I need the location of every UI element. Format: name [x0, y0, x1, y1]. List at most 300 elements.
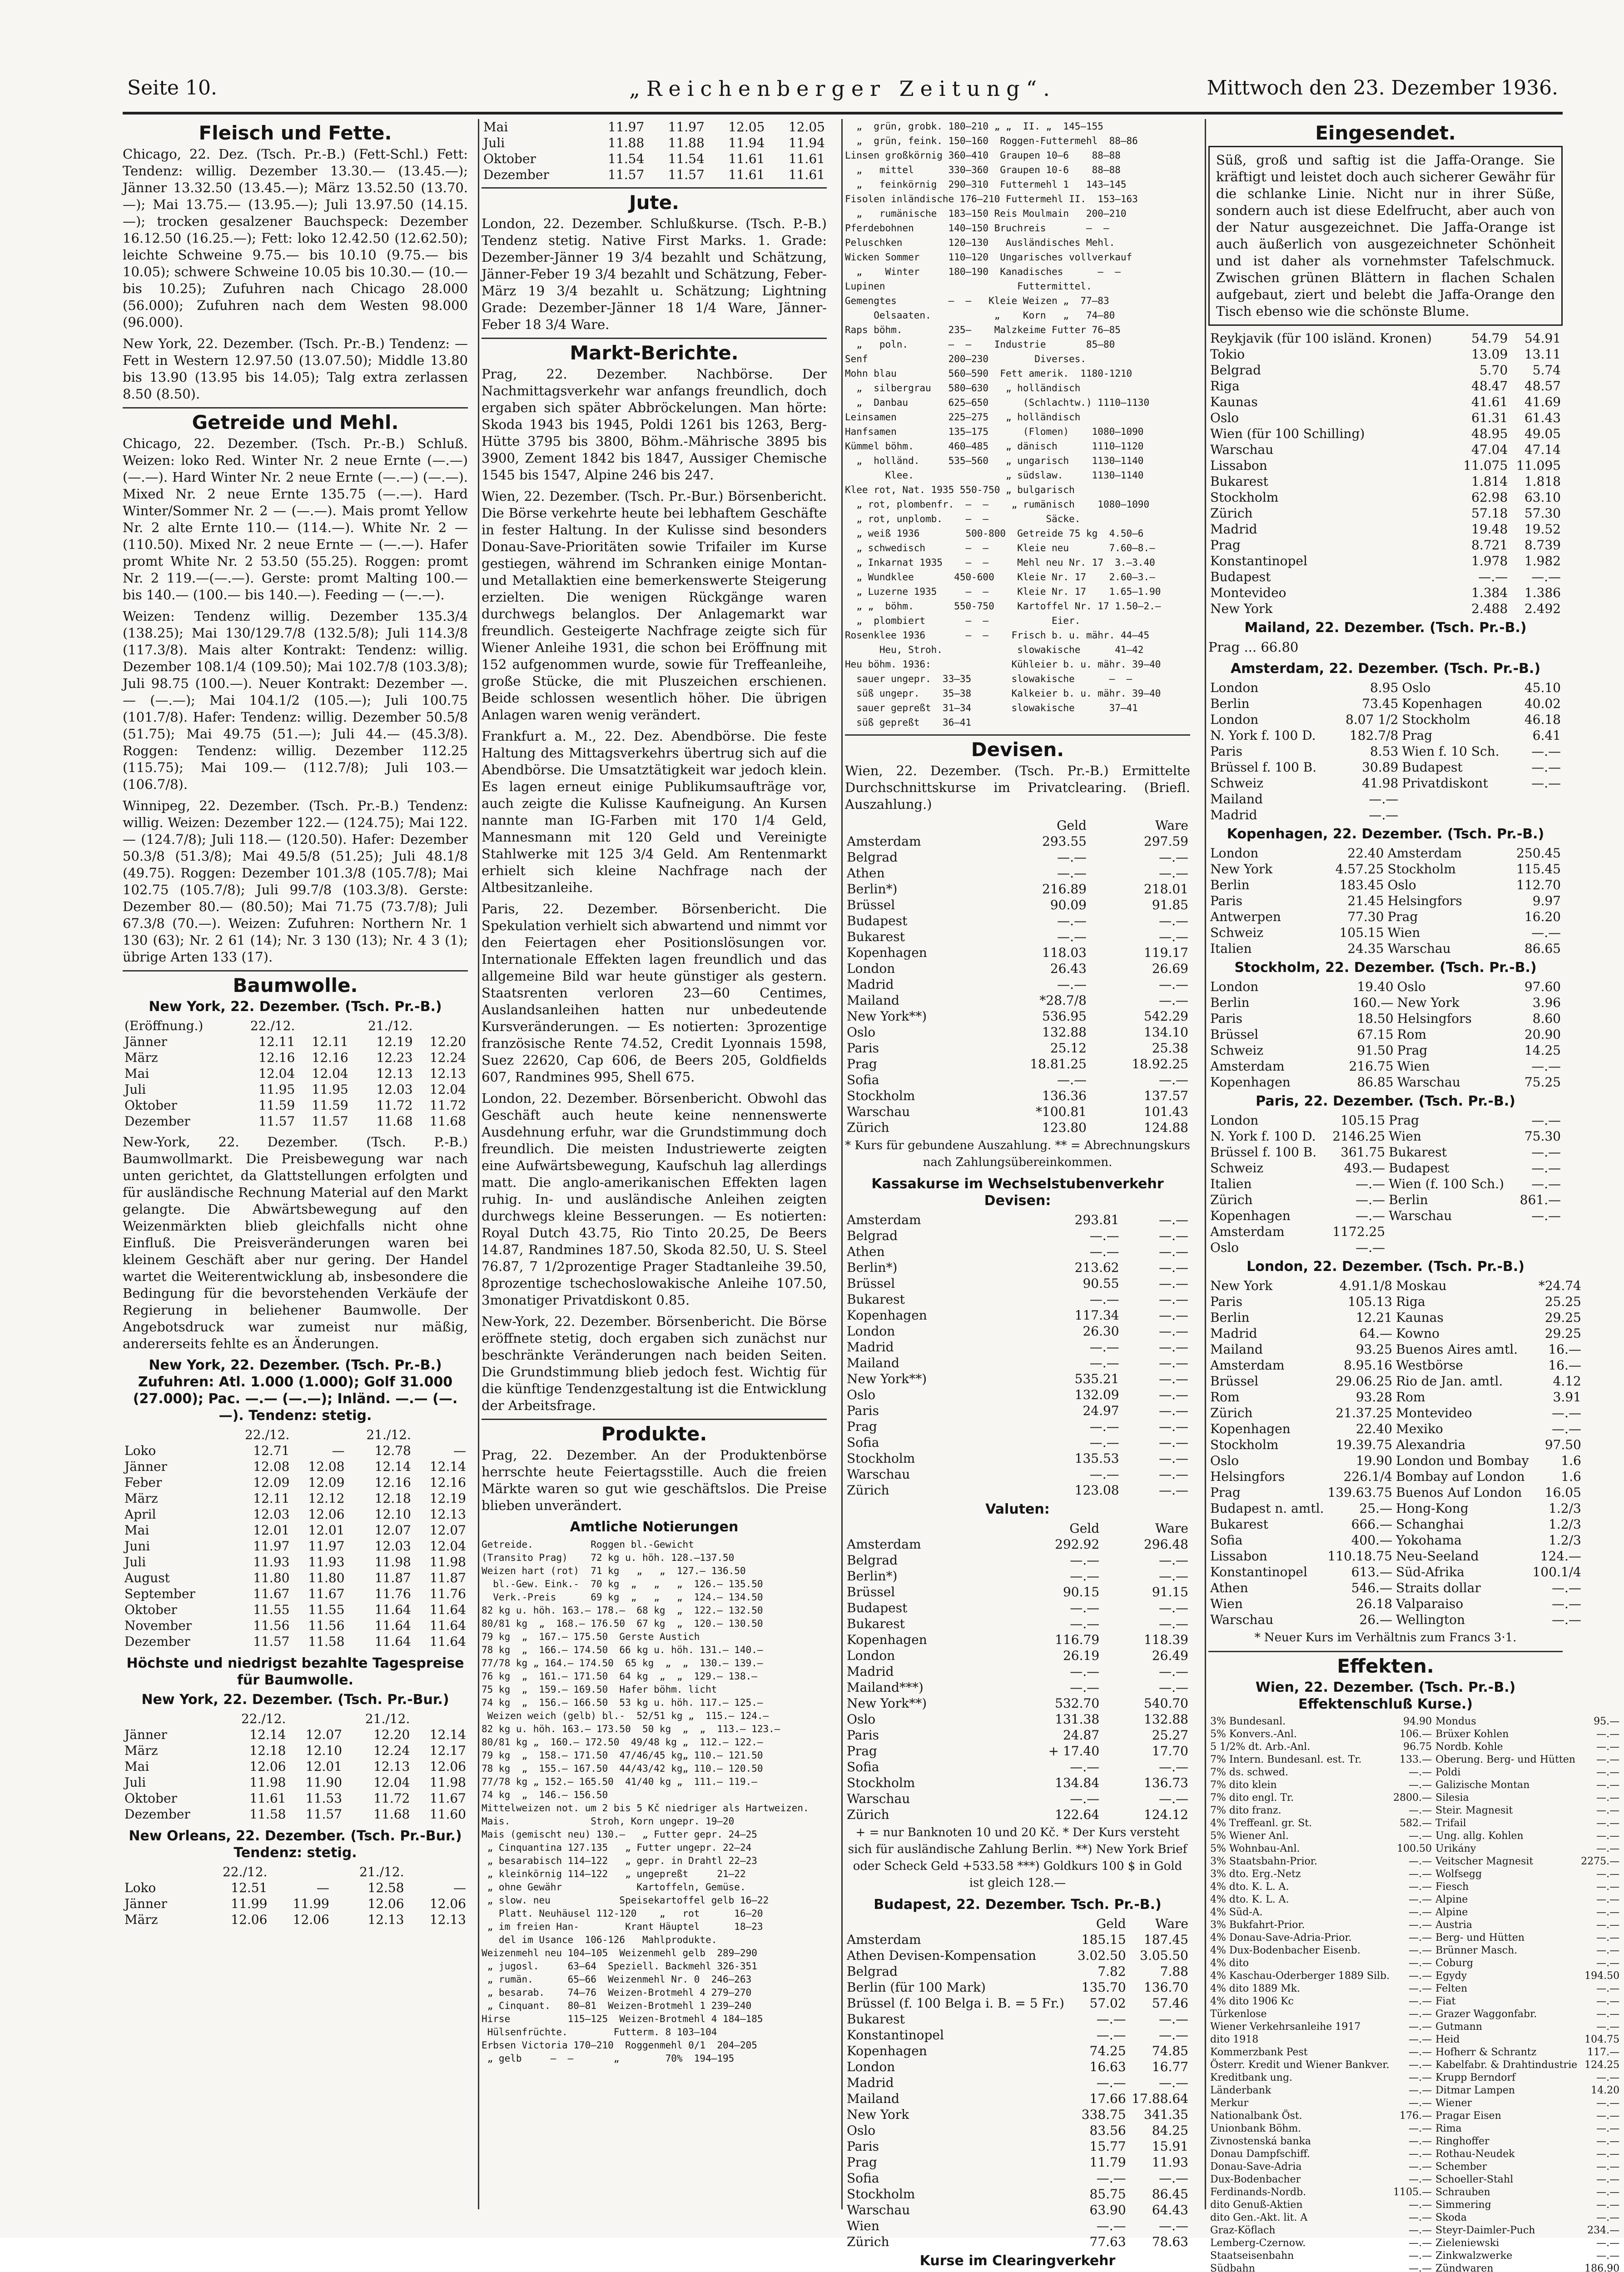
table-cell: Jänner: [124, 1896, 167, 1911]
table-cell: 118.03: [1042, 945, 1087, 960]
table-row: [845, 1616, 1190, 1632]
table-row: [845, 1024, 1190, 1040]
table-cell: —.—: [1596, 2148, 1620, 2160]
table-row: [845, 2234, 1190, 2250]
table-cell: —.—: [1596, 2250, 1620, 2262]
table-cell: 3% dto. Erg.-Netz: [1210, 1868, 1301, 1880]
table-cell: Italien: [1210, 941, 1252, 956]
table-cell: —.—: [1596, 2212, 1620, 2223]
table-cell: Sofia: [847, 1759, 879, 1774]
table-cell: —.—: [1478, 569, 1508, 584]
table-cell: —.—: [1070, 1616, 1100, 1631]
table-cell: 1.384: [1471, 585, 1508, 600]
table-row: [123, 1034, 468, 1050]
table-cell: Grazer Waggonfabr.: [1435, 2008, 1537, 2020]
table-row: [482, 151, 827, 167]
table-row: [1208, 1766, 1621, 1779]
table-cell: —.—: [1409, 1894, 1432, 1905]
table-cell: Prag: [1210, 538, 1241, 553]
table-cell: —.—: [1369, 807, 1399, 822]
table-cell: Brüssel: [1210, 1374, 1259, 1389]
table-row: [1208, 1500, 1583, 1516]
table-cell: —.—: [1057, 850, 1087, 865]
table-cell: Zürich: [1210, 506, 1253, 521]
table-cell: 20.90: [1524, 1027, 1561, 1042]
table-cell: Mailand: [847, 1355, 899, 1370]
table-cell: Mai: [124, 1523, 149, 1538]
table-cell: 25.12: [1050, 1041, 1087, 1056]
table-cell: 19.90: [1356, 1453, 1392, 1468]
table-row: [845, 1056, 1190, 1072]
table-cell: Madrid: [847, 977, 894, 992]
table-row: [1208, 1357, 1583, 1373]
table-cell: Mai: [124, 1066, 149, 1081]
table-cell: 8.721: [1471, 538, 1508, 553]
table-cell: N. York f. 100 D.: [1210, 728, 1316, 743]
table-cell: 12.07: [305, 1727, 343, 1742]
table-cell: 14.25: [1524, 1043, 1561, 1058]
table-row: [1208, 1548, 1583, 1564]
table-cell: Urikány: [1435, 1843, 1476, 1854]
table-cell: 24.97: [1083, 1403, 1119, 1418]
table-row: [1208, 1855, 1621, 1868]
table-row: [1208, 1792, 1621, 1804]
table-cell: —.—: [1409, 2199, 1432, 2211]
table-cell: Paris: [847, 1403, 879, 1418]
table-cell: —.—: [1596, 2187, 1620, 2198]
table-cell: 11.57: [305, 1807, 343, 1822]
table-cell: —.—: [1096, 2012, 1126, 2027]
table-row: [1208, 489, 1563, 505]
table-cell: —.—: [1159, 1324, 1188, 1339]
table-cell: —.—: [1057, 977, 1087, 992]
table-cell: 136.70: [1144, 1980, 1188, 1995]
table-cell: 112.70: [1516, 877, 1561, 892]
table-cell: Konstantinopel: [1210, 1564, 1307, 1579]
table-cell: —.—: [1596, 1881, 1620, 1893]
table-row: [123, 1634, 468, 1649]
table-cell: Budapest: [847, 1600, 908, 1615]
table-cell: 11.98: [429, 1555, 466, 1569]
table-cell: 117.34: [1074, 1308, 1119, 1323]
section-title-produkte: Produkte.: [601, 1423, 707, 1445]
column-1: [123, 119, 468, 2214]
table-cell: Sofia: [847, 1435, 879, 1450]
table-cell: Österr. Kredit und Wiener Bankver.: [1210, 2059, 1390, 2071]
table-cell: 41.98: [1362, 776, 1399, 791]
table-row: [1208, 2021, 1621, 2033]
table-cell: 105.15: [1339, 925, 1384, 940]
table-cell: Reykjavik (für 100 isländ. Kronen): [1210, 331, 1432, 346]
table-cell: 4.57.25: [1335, 862, 1384, 877]
table-heading: Wien, 22. Dezember. (Tsch. Pr.-B.) Effektenschluß Kurse.): [1255, 1679, 1516, 1712]
table-heading: New Orleans, 22. Dezember. (Tsch. Pr.-Bur.) Tendenz: stetig.: [129, 1828, 462, 1861]
devisen-table-budapest: [845, 1916, 1190, 2250]
table-cell: 1.6: [1561, 1453, 1581, 1468]
table-cell: —.—: [1596, 2199, 1620, 2211]
table-header-cell: [123, 1711, 220, 1727]
table-cell: Oslo: [1402, 680, 1431, 695]
table-cell: 186.90: [1584, 2263, 1620, 2272]
table-cell: 250.45: [1516, 846, 1561, 861]
table-cell: Schember: [1435, 2161, 1487, 2172]
table-cell: 11.59: [258, 1098, 295, 1113]
table-cell: 4% dto. K. L. A.: [1210, 1881, 1289, 1893]
table-cell: Wolfsegg: [1435, 1868, 1482, 1880]
table-cell: Jänner: [124, 1034, 167, 1049]
section-title-fleisch: Fleisch und Fette.: [199, 122, 392, 144]
table-cell: 11.94: [728, 135, 765, 150]
table-cell: 77.63: [1089, 2234, 1126, 2249]
table-cell: 7% Intern. Bundesanl. est. Tr.: [1210, 1754, 1362, 1765]
table-cell: Antwerpen: [1210, 909, 1281, 924]
table-cell: 4.12: [1553, 1374, 1581, 1389]
table-cell: Zinkwalzwerke: [1435, 2250, 1513, 2262]
table-row: [1208, 1906, 1621, 1919]
table-cell: 11.61: [249, 1791, 286, 1806]
table-cell: London: [1210, 680, 1259, 695]
table-row: [1208, 1804, 1621, 1817]
table-cell: Zürich: [847, 1120, 889, 1135]
table-cell: 132.88: [1042, 1025, 1087, 1040]
table-cell: New York: [1210, 862, 1273, 877]
table-cell: Jänner: [124, 1459, 167, 1474]
table-cell: 11.61: [788, 167, 825, 182]
table-cell: 29.25: [1545, 1326, 1581, 1341]
table-cell: —.—: [1409, 2123, 1432, 2134]
section-divider: [845, 734, 1190, 736]
table-row: [1208, 394, 1563, 410]
table-cell: —.—: [1551, 1596, 1581, 1611]
table-cell: Mailand: [1210, 1342, 1263, 1357]
table-cell: Brüssel: [1210, 1027, 1259, 1042]
table-cell: März: [124, 1491, 158, 1506]
table-row: [123, 1727, 468, 1743]
table-cell: 11.68: [373, 1807, 410, 1822]
table-cell: —.—: [1409, 2212, 1432, 2223]
table-cell: —.—: [1551, 1405, 1581, 1420]
table-cell: Tokio: [1210, 347, 1245, 362]
table-cell: 11.57: [253, 1634, 290, 1649]
table-row: [1208, 553, 1563, 569]
table-row: [1208, 680, 1563, 696]
table-cell: 341.35: [1144, 2107, 1188, 2122]
table-cell: *28.7/8: [1039, 993, 1087, 1008]
table-cell: Poldi: [1435, 1767, 1461, 1778]
table-cell: 19.40: [1357, 979, 1394, 994]
cotton-table-continued: [482, 119, 827, 183]
table-cell: März: [124, 1743, 158, 1758]
table-row: [1208, 1957, 1621, 1970]
table-cell: 12.03: [253, 1507, 290, 1522]
table-cell: Stockholm: [847, 2187, 915, 2202]
table-cell: —.—: [1409, 2098, 1432, 2109]
table-cell: 11.53: [305, 1791, 343, 1806]
table-cell: 48.47: [1471, 379, 1508, 394]
table-cell: 11.88: [608, 135, 645, 150]
table-cell: 4% Kaschau-Oderberger 1889 Silb.: [1210, 1970, 1390, 1982]
table-cell: 216.75: [1349, 1059, 1394, 1074]
table-cell: 116.79: [1055, 1632, 1100, 1647]
table-row: [1208, 1754, 1621, 1766]
table-cell: 131.38: [1055, 1712, 1100, 1727]
table-cell: Paris: [847, 1041, 879, 1056]
table-row: [1208, 877, 1563, 893]
table-cell: 12.14: [429, 1727, 466, 1742]
table-cell: Prag: [1397, 1043, 1428, 1058]
table-cell: 11.64: [374, 1634, 411, 1649]
table-row: [845, 833, 1190, 849]
table-row: [1208, 1932, 1621, 1944]
table-cell: 11.99: [293, 1896, 329, 1911]
table-cell: Belgrad: [847, 1964, 898, 1979]
table-cell: Wien: [847, 2218, 879, 2233]
table-cell: —.—: [1409, 2136, 1432, 2147]
table-cell: 1.2/3: [1549, 1517, 1581, 1532]
table-row: [1208, 1580, 1583, 1596]
table-cell: Oberung. Berg- und Hütten: [1435, 1754, 1575, 1765]
table-cell: 582.—: [1400, 1818, 1432, 1829]
table-body: [845, 1536, 1190, 1823]
table-row: [845, 1979, 1190, 1995]
table-cell: London: [1210, 979, 1259, 994]
table-header-cell: [288, 1711, 344, 1727]
table-cell: —.—: [1159, 1435, 1188, 1450]
table-cell: Helsingfors: [1387, 893, 1462, 908]
table-cell: 84.25: [1152, 2123, 1188, 2138]
table-cell: 91.85: [1152, 897, 1188, 912]
table-cell: —.—: [1531, 925, 1561, 940]
table-cell: 22.40: [1347, 846, 1384, 861]
table-cell: 25.38: [1152, 1041, 1188, 1056]
table-cell: —.—: [1089, 1355, 1119, 1370]
table-cell: 19.48: [1471, 522, 1508, 537]
table-cell: 16.05: [1545, 1485, 1581, 1500]
table-cell: Privatdiskont: [1402, 776, 1488, 791]
table-cell: Amsterdam: [847, 1212, 921, 1227]
table-cell: London: [1210, 712, 1259, 727]
table-row: [123, 1896, 468, 1912]
table-cell: —.—: [1409, 1945, 1432, 1956]
table-cell: Lissabon: [1210, 1549, 1267, 1564]
table-cell: Zürich: [847, 1807, 889, 1822]
table-cell: —.—: [1596, 2161, 1620, 2172]
table-cell: Rom: [1397, 1027, 1427, 1042]
table-row: [1208, 1516, 1583, 1532]
table-cell: —.—: [1159, 1340, 1188, 1355]
table-cell: —.—: [1409, 2263, 1432, 2272]
article-prag-produkte: Prag, 22. Dezember. An der Produktenbörse herrschte heute Feiertagsstille. Auch die freien Märkte waren so gut wie geschäftslos. Die Preise blieben unverändert.: [482, 1447, 827, 1513]
page-header: [127, 76, 1558, 108]
table-cell: 12.13: [429, 1912, 466, 1927]
table-cell: —.—: [1159, 2012, 1188, 2027]
table-cell: 1.978: [1471, 553, 1508, 568]
table-cell: 97.50: [1545, 1437, 1581, 1452]
table-cell: 5.70: [1479, 363, 1508, 378]
table-row: [123, 1743, 468, 1759]
section-divider: [482, 1419, 827, 1420]
table-row: [845, 1228, 1190, 1244]
table-cell: 90.15: [1063, 1584, 1100, 1599]
table-row: [1208, 759, 1563, 775]
table-cell: —.—: [1159, 1276, 1188, 1291]
table-cell: —.—: [1596, 1996, 1620, 2007]
table-cell: 46.18: [1524, 712, 1561, 727]
table-heading: Mailand, 22. Dezember. (Tsch. Pr.-B.): [1244, 620, 1527, 636]
table-row: [123, 1602, 468, 1618]
table-cell: 57.46: [1152, 1996, 1188, 2011]
table-cell: dito Gen.-Akt. lit. A: [1210, 2212, 1308, 2223]
table-row: [1208, 1421, 1583, 1437]
table-cell: 2146.25: [1332, 1129, 1386, 1144]
table-cell: Gutmann: [1435, 2021, 1482, 2033]
table-cell: Stockholm: [847, 1088, 915, 1103]
table-row: [123, 1113, 468, 1129]
table-cell: 11.57: [668, 167, 705, 182]
table-row: [123, 1506, 468, 1522]
table-cell: Valparaiso: [1396, 1596, 1464, 1611]
table-cell: 12.23: [376, 1050, 413, 1065]
table-cell: Pragar Eisen: [1435, 2110, 1501, 2122]
table-cell: 4% Dux-Bodenbacher Eisenb.: [1210, 1945, 1361, 1956]
table-cell: 47.04: [1471, 442, 1508, 457]
table-header-cell: [845, 1916, 1074, 1932]
table-cell: —.—: [1551, 1580, 1581, 1595]
table-row: [123, 1790, 468, 1806]
table-row: [845, 1435, 1190, 1450]
table-cell: —.—: [1096, 2171, 1126, 2186]
section-divider: [123, 407, 468, 409]
table-cell: —.—: [1596, 1754, 1620, 1765]
table-header-cell: 22./12.: [222, 1864, 268, 1879]
table-heading: New York, 22. Dezember. (Tsch. Pr.-B.): [149, 999, 442, 1015]
table-cell: 218.01: [1144, 882, 1188, 897]
table-cell: —.—: [1531, 1113, 1561, 1128]
table-cell: Nationalbank Öst.: [1210, 2110, 1302, 2122]
table-cell: 15.77: [1089, 2139, 1126, 2154]
table-cell: —.—: [1159, 1072, 1188, 1087]
table-cell: —.—: [1596, 1830, 1620, 1842]
table-cell: —.—: [1596, 1741, 1620, 1753]
table-cell: Madrid: [847, 2075, 894, 2090]
table-cell: 19.39.75: [1336, 1437, 1392, 1452]
table-cell: 7% dito klein: [1210, 1779, 1277, 1791]
table-cell: Bukarest: [847, 1292, 905, 1307]
table-cell: Trifail: [1435, 1818, 1466, 1829]
table-cell: New York: [1210, 601, 1273, 616]
table-header-cell: [845, 1520, 1000, 1536]
table-cell: 4.91.1/8: [1339, 1278, 1392, 1293]
table-cell: 12.06: [308, 1507, 345, 1522]
table-cell: 11.72: [373, 1791, 410, 1806]
column-divider: [1205, 119, 1206, 2209]
table-cell: 12.58: [368, 1880, 404, 1895]
table-cell: —: [453, 1443, 466, 1458]
table-heading: Budapest, 22. Dezember. Tsch. Pr.-B.): [874, 1897, 1162, 1913]
table-heading: Amtliche Notierungen: [570, 1519, 739, 1535]
table-cell: —.—: [1531, 1208, 1561, 1223]
table-row: [123, 1912, 468, 1928]
table-row: [845, 1371, 1190, 1387]
table-cell: Moskau: [1396, 1278, 1447, 1293]
table-row: [845, 1948, 1190, 1963]
table-cell: Ferdinands-Nordb.: [1210, 2187, 1306, 2198]
table-header-row: [123, 1864, 468, 1880]
table-cell: 8.95: [1370, 680, 1399, 695]
table-cell: Berg- und Hütten: [1435, 1932, 1525, 1943]
table-cell: 11.72: [429, 1098, 466, 1113]
column-2: [482, 119, 827, 2214]
table-cell: 11.68: [429, 1114, 466, 1129]
table-cell: Kopenhagen: [847, 945, 927, 960]
table-header-cell: [415, 1018, 468, 1034]
table-cell: [1400, 791, 1516, 807]
table-cell: 4% dito 1889 Mk.: [1210, 1983, 1300, 1994]
table-cell: 77.30: [1347, 909, 1384, 924]
table-cell: —.—: [1596, 2110, 1620, 2122]
table-cell: Prag: [1389, 1113, 1419, 1128]
table-cell: 3% Staatsbahn-Prior.: [1210, 1856, 1317, 1867]
table-cell: 12.11: [258, 1034, 295, 1049]
table-row: [1208, 426, 1563, 442]
table-row: [845, 1632, 1190, 1648]
table-header-cell: Ware: [1155, 818, 1188, 833]
table-cell: 2.492: [1524, 601, 1561, 616]
table-row: [1208, 1026, 1563, 1042]
table-cell: —.—: [1356, 1192, 1386, 1207]
table-cell: —.—: [1531, 760, 1561, 775]
column-divider: [841, 119, 843, 2209]
table-cell: —.—: [1159, 2075, 1188, 2090]
table-heading: Paris, 22. Dezember. (Tsch. Pr.-B.): [1256, 1093, 1515, 1109]
table-cell: 12.08: [308, 1459, 345, 1474]
table-cell: 3% Bukfahrt-Prior.: [1210, 1919, 1305, 1931]
table-cell: 4% Donau-Save-Adria-Prior.: [1210, 1932, 1352, 1943]
page-number: Seite 10.: [127, 76, 217, 100]
table-cell: 613.—: [1351, 1564, 1392, 1579]
table-cell: Juli: [483, 135, 505, 150]
table-cell: 12.06: [368, 1896, 404, 1911]
table-row: [1208, 791, 1563, 807]
table-cell: 134.84: [1055, 1775, 1100, 1790]
table-cell: 1.6: [1561, 1469, 1581, 1484]
table-row: [1208, 1715, 1621, 1728]
table-cell: —.—: [1409, 2174, 1432, 2185]
table-cell: 1.982: [1524, 553, 1561, 568]
table-cell: Paris: [1210, 1011, 1242, 1026]
table-row: [1208, 1373, 1583, 1389]
table-cell: Staatseisenbahn: [1210, 2250, 1294, 2262]
table-row: [1208, 861, 1563, 877]
table-cell: 74.25: [1089, 2043, 1126, 2058]
table-cell: —.—: [1596, 1792, 1620, 1804]
table-cell: —.—: [1409, 2225, 1432, 2236]
table-cell: Warschau: [1210, 442, 1274, 457]
table-cell: 12.07: [429, 1523, 466, 1538]
table-cell: 540.70: [1144, 1696, 1188, 1711]
table-cell: 400.—: [1351, 1533, 1392, 1548]
table-cell: 26.18: [1356, 1596, 1392, 1611]
table-cell: —.—: [1159, 2028, 1188, 2043]
table-cell: Warschau: [1210, 1612, 1274, 1627]
table-row: [1208, 979, 1563, 995]
table-cell: Berlin: [1210, 995, 1250, 1010]
table-cell: Madrid: [1210, 1326, 1257, 1341]
table-cell: 29.06.25: [1336, 1374, 1392, 1389]
table-body: [845, 833, 1190, 1136]
newspaper-title: „Reichenberger Zeitung“.: [629, 76, 1056, 101]
table-cell: —.—: [1531, 569, 1561, 584]
